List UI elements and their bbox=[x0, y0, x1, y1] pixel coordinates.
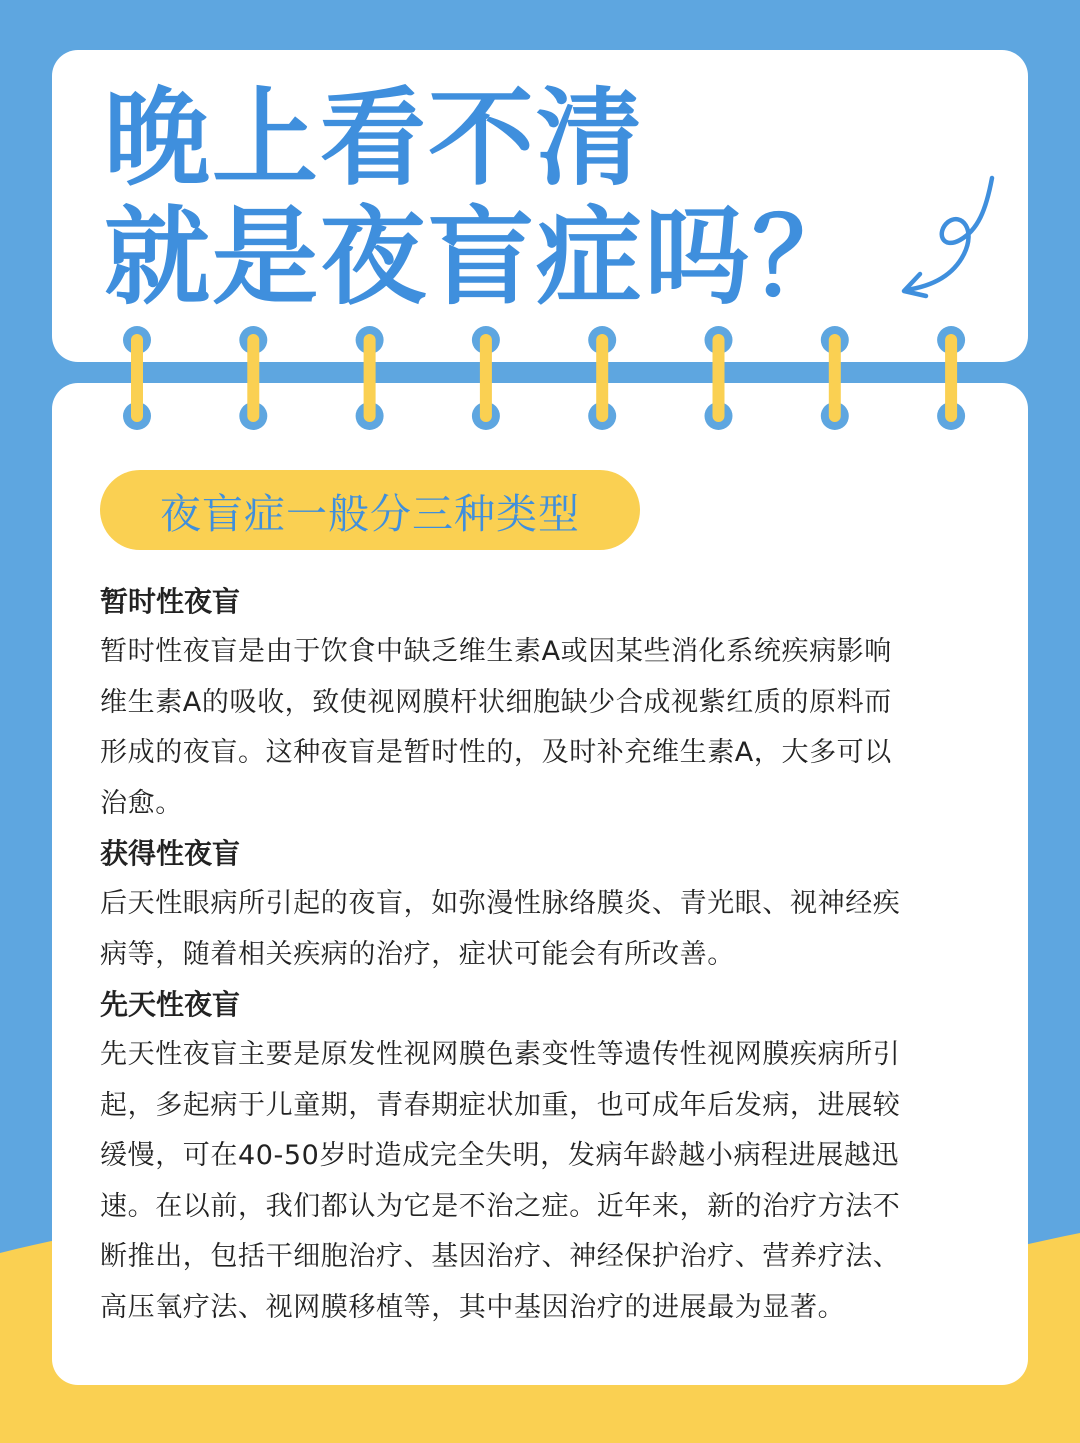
title-card bbox=[52, 50, 1028, 362]
paragraph-line: 高压氧疗法、视网膜移植等，其中基因治疗的进展最为显著。 bbox=[100, 1291, 846, 1323]
binder-ring bbox=[123, 326, 151, 430]
page-title-line-1: 晚上看不清 bbox=[104, 77, 644, 200]
binder-ring bbox=[472, 326, 500, 430]
paragraph-line: 断推出，包括干细胞治疗、基因治疗、神经保护治疗、营养疗法、 bbox=[100, 1241, 901, 1272]
paragraph-line: 治愈。 bbox=[100, 787, 183, 819]
binder-ring bbox=[821, 326, 849, 430]
paragraph-line: 病等，随着相关疾病的治疗，症状可能会有所改善。 bbox=[100, 938, 735, 970]
binder-ring bbox=[705, 326, 733, 430]
paragraph-line: 暂时性夜盲是由于饮食中缺乏维生素A或因某些消化系统疾病影响 bbox=[100, 636, 892, 667]
paragraph-line: 速。在以前，我们都认为它是不治之症。近年来，新的治疗方法不 bbox=[100, 1190, 901, 1222]
article-body bbox=[100, 577, 984, 1333]
paragraph-line: 起，多起病于儿童期，青春期症状加重，也可成年后发病，进展较 bbox=[100, 1089, 901, 1121]
section-title: 暂时性夜盲 bbox=[100, 585, 241, 618]
binder-ring bbox=[588, 326, 616, 430]
section-title: 先天性夜盲 bbox=[100, 988, 241, 1021]
curly-arrow-icon bbox=[890, 170, 1010, 305]
section-acquired bbox=[100, 829, 984, 980]
section-header: 夜盲症一般分三种类型 bbox=[160, 489, 580, 538]
paragraph-line: 后天性眼病所引起的夜盲，如弥漫性脉络膜炎、青光眼、视神经疾 bbox=[100, 888, 901, 919]
paragraph-line: 先天性夜盲主要是原发性视网膜色素变性等遗传性视网膜疾病所引 bbox=[100, 1039, 901, 1070]
section-congenital bbox=[100, 980, 984, 1333]
section-title: 获得性夜盲 bbox=[100, 837, 241, 870]
paragraph-line: 缓慢，可在40-50岁时造成完全失明，发病年龄越小病程进展越迅 bbox=[100, 1140, 900, 1171]
binder-ring bbox=[356, 326, 384, 430]
page-title-line-2: 就是夜盲症吗？ bbox=[104, 196, 860, 319]
section-header-pill bbox=[100, 470, 640, 550]
binder-rings bbox=[0, 320, 1080, 440]
binder-ring bbox=[937, 326, 965, 430]
paragraph-line: 维生素A的吸收，致使视网膜杆状细胞缺少合成视紫红质的原料而 bbox=[100, 686, 892, 718]
binder-ring bbox=[239, 326, 267, 430]
section-temporary bbox=[100, 577, 984, 829]
paragraph-line: 形成的夜盲。这种夜盲是暂时性的，及时补充维生素A，大多可以 bbox=[100, 737, 892, 768]
